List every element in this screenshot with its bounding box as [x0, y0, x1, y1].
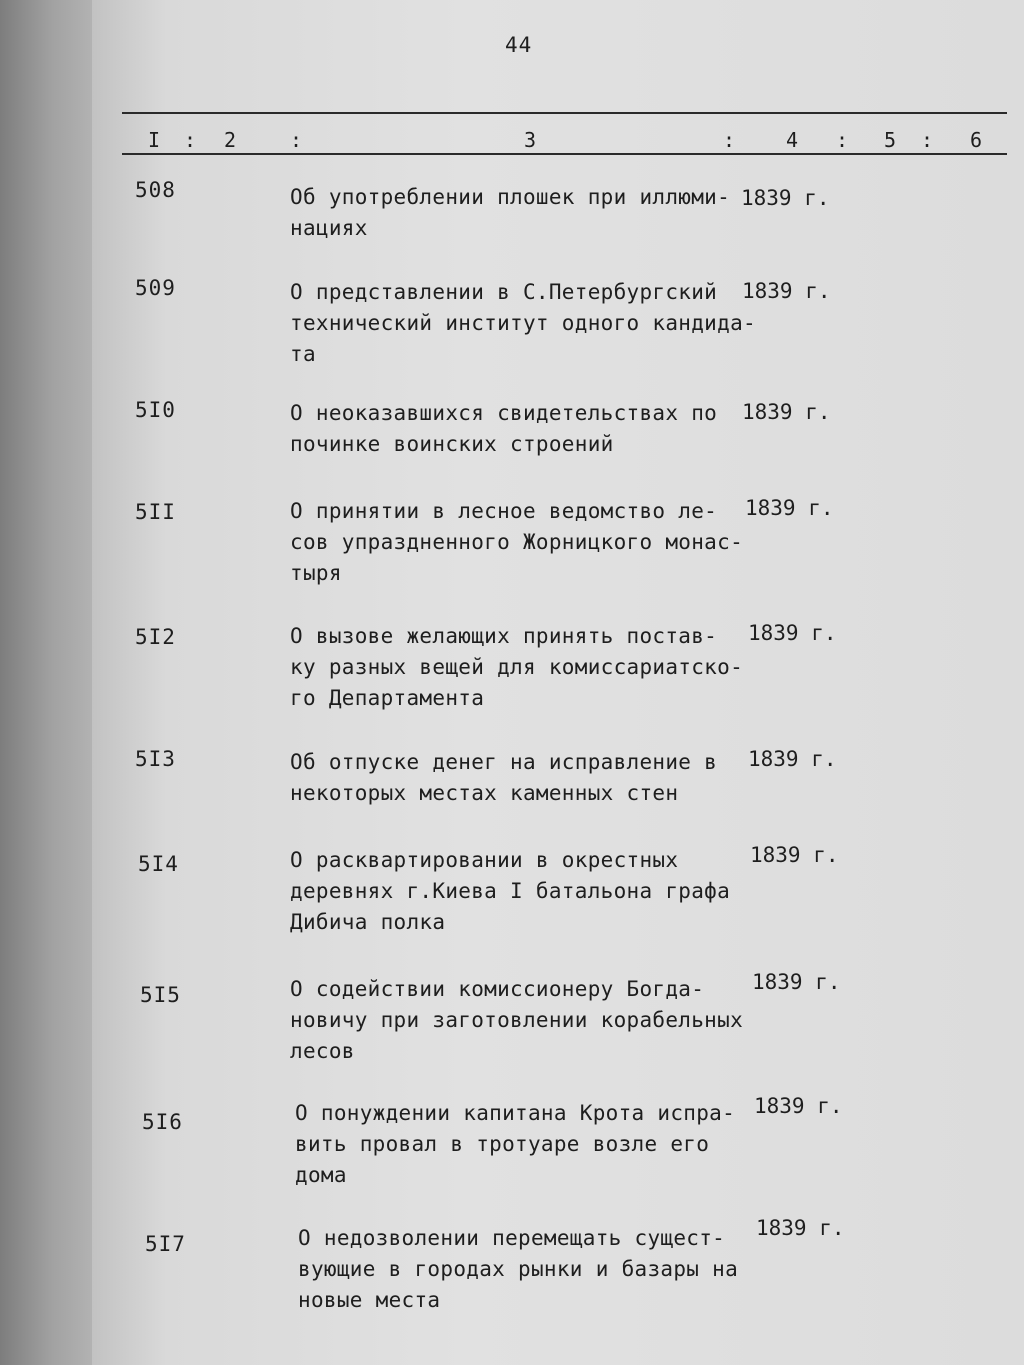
header-top-rule [122, 112, 1007, 114]
entry-title: О вызове желающих принять постав- ку разных вещей для комиссариатско- го Департамента [290, 624, 744, 710]
entry-number: 5I3 [135, 747, 176, 771]
entry-year: 1839 г. [748, 621, 837, 645]
entry-year: 1839 г. [756, 1216, 845, 1240]
entry-number: 508 [135, 178, 176, 202]
entry-title: О понуждении капитана Крота испра- вить провал в тротуаре возле его дома [295, 1101, 736, 1187]
header-bottom-rule [122, 153, 1007, 155]
entry-year: 1839 г. [741, 186, 830, 210]
column-separator: : [723, 128, 736, 152]
entry-year: 1839 г. [752, 970, 841, 994]
entry-year: 1839 г. [748, 747, 837, 771]
entry-year: 1839 г. [754, 1094, 843, 1118]
column-separator: : [836, 128, 849, 152]
entry-year: 1839 г. [745, 496, 834, 520]
entry-number: 509 [135, 276, 176, 300]
entry-year: 1839 г. [742, 400, 831, 424]
column-header-3: 3 [524, 128, 537, 152]
entry-number: 5I2 [135, 625, 176, 649]
column-header-6: 6 [970, 128, 983, 152]
entry-number: 5I0 [135, 398, 176, 422]
entry-number: 5I7 [145, 1232, 186, 1256]
entry-year: 1839 г. [742, 279, 831, 303]
page-number: 44 [505, 33, 533, 57]
entry-number: 5I4 [138, 852, 179, 876]
entry-title: О содействии комиссионеру Богда- новичу при заготовлении корабельных лесов [290, 977, 744, 1063]
column-header-5: 5 [884, 128, 897, 152]
entry-title: Об употреблении плошек при иллюми- нациях [290, 185, 731, 240]
entry-year: 1839 г. [750, 843, 839, 867]
column-separator: : [184, 128, 197, 152]
column-separator: : [921, 128, 934, 152]
entry-title: О представлении в С.Петербургский технический институт одного кандида- та [290, 280, 756, 366]
entry-title: О недозволении перемещать сущест- вующие в городах рынки и базары на новые места [298, 1226, 739, 1312]
entry-number: 5I6 [142, 1110, 183, 1134]
left-page-edge [0, 0, 96, 1365]
column-header-2: 2 [224, 128, 237, 152]
entry-title: О принятии в лесное ведомство ле- сов упраздненного Жорницкого монас- тыря [290, 499, 744, 585]
column-header-1: I [148, 128, 161, 152]
entry-title: О расквартировании в окрестных деревнях г.Киева I батальона графа Дибича полка [290, 848, 731, 934]
entry-number: 5I5 [140, 983, 181, 1007]
entry-number: 5II [135, 500, 176, 524]
entry-title: Об отпуске денег на исправление в некоторых местах каменных стен [290, 750, 718, 805]
column-separator: : [290, 128, 303, 152]
entry-title: О неоказавшихся свидетельствах по починке воинских строений [290, 401, 718, 456]
column-header-4: 4 [786, 128, 799, 152]
